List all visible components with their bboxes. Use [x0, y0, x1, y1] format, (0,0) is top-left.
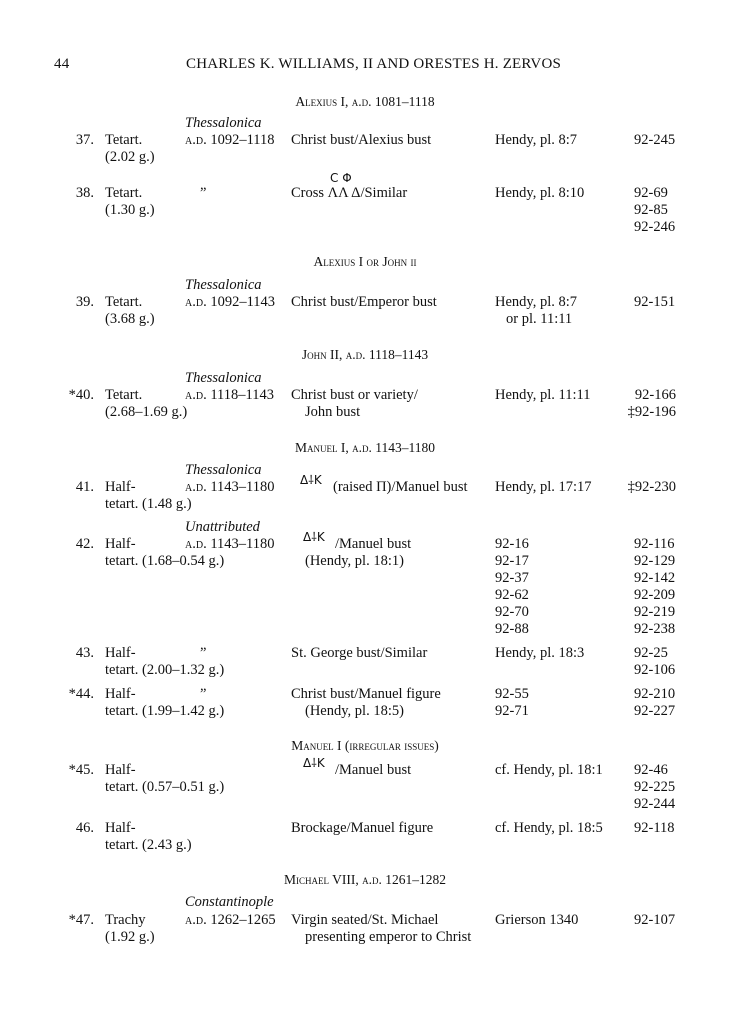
reference-list-item: 92-71 — [495, 703, 529, 719]
reference-list-item: 92-88 — [495, 621, 529, 637]
reference: cf. Hendy, pl. 18:5 — [495, 820, 603, 836]
inventory-number: 92-244 — [634, 796, 676, 812]
coin-type-continued: (Hendy, pl. 18:1) — [305, 553, 404, 569]
entry-number: *44. — [68, 686, 94, 702]
reference-list-item: 92-16 — [495, 536, 529, 552]
reference-continued: or pl. 11:11 — [506, 311, 573, 327]
inventory-number: 92-246 — [634, 219, 676, 235]
section-heading-alexius: Alexius I, a.d. 1081–1118 — [295, 94, 435, 109]
inventory-number: ‡92-196 — [627, 404, 676, 420]
denomination: Half- — [105, 536, 136, 552]
inventory-number: 92-46 — [634, 762, 668, 778]
coin-type: Christ bust/Emperor bust — [291, 294, 437, 310]
coin-type-continued: presenting emperor to Christ — [305, 929, 472, 945]
date-range: a.d. 1143–1180 — [185, 536, 275, 552]
weight: tetart. (2.43 g.) — [105, 837, 192, 853]
reference: Hendy, pl. 11:11 — [495, 387, 591, 403]
inventory-number: ‡92-230 — [627, 479, 676, 495]
entry-number: 41. — [75, 479, 94, 495]
coin-type-continued: (Hendy, pl. 18:5) — [305, 703, 404, 719]
weight: (1.92 g.) — [105, 929, 155, 945]
section-heading-manuel-irregular: Manuel I (irregular issues) — [291, 738, 439, 753]
denomination: Trachy — [105, 912, 146, 928]
entry-number: 43. — [75, 645, 94, 661]
denomination: Half- — [105, 820, 136, 836]
denomination: Half- — [105, 479, 136, 495]
monogram-icon: ᐃ⸸K — [303, 756, 325, 770]
inventory-number: 92-225 — [634, 779, 676, 795]
mint-label: Thessalonica — [185, 462, 262, 478]
coin-type: Christ bust/Alexius bust — [291, 132, 432, 148]
reference-list-item: 92-37 — [495, 570, 529, 586]
entry-number: 39. — [75, 294, 94, 310]
mint-label: Thessalonica — [185, 115, 262, 131]
inventory-number: 92-245 — [634, 132, 676, 148]
coin-type-continued: John bust — [305, 404, 361, 420]
weight: tetart. (1.68–0.54 g.) — [105, 553, 225, 569]
coin-type: /Manuel bust — [335, 762, 412, 778]
section-heading-michael: Michael VIII, a.d. 1261–1282 — [284, 872, 446, 887]
date-range: a.d. 1262–1265 — [185, 912, 276, 928]
reference: Hendy, pl. 18:3 — [495, 645, 585, 661]
weight: (3.68 g.) — [105, 311, 155, 327]
inventory-number: 92-106 — [634, 662, 676, 678]
coin-type: Christ bust/Manuel figure — [291, 686, 441, 702]
section-heading-manuel: Manuel I, a.d. 1143–1180 — [295, 440, 435, 455]
entry-number: 38. — [75, 185, 94, 201]
weight: tetart. (1.48 g.) — [105, 496, 192, 512]
inventory-number: 92-210 — [634, 686, 676, 702]
entry-number: 46. — [75, 820, 94, 836]
mint-label: Constantinople — [185, 894, 274, 910]
denomination: Tetart. — [105, 132, 143, 148]
reference: Hendy, pl. 17:17 — [495, 479, 592, 495]
date-range: a.d. 1143–1180 — [185, 479, 275, 495]
monogram-icon: ᐃ⸸K — [300, 473, 322, 487]
ditto-mark: ” — [200, 185, 207, 201]
inventory-number: 92-107 — [634, 912, 676, 928]
inventory-number: 92-25 — [634, 645, 668, 661]
weight: tetart. (2.00–1.32 g.) — [105, 662, 225, 678]
reference: Hendy, pl. 8:7 — [495, 294, 578, 310]
denomination: Half- — [105, 686, 136, 702]
inventory-number: 92-142 — [634, 570, 676, 586]
weight: tetart. (0.57–0.51 g.) — [105, 779, 225, 795]
reference-list-item: 92-55 — [495, 686, 529, 702]
reference-list-item: 92-70 — [495, 604, 529, 620]
date-range: a.d. 1118–1143 — [185, 387, 274, 403]
denomination: Tetart. — [105, 294, 143, 310]
reference: Grierson 1340 — [495, 912, 579, 928]
reference: Hendy, pl. 8:7 — [495, 132, 578, 148]
date-range: a.d. 1092–1118 — [185, 132, 275, 148]
inventory-number: 92-118 — [634, 820, 675, 836]
coin-type: Cross ΛΛ Δ/Similar — [291, 185, 408, 201]
mint-label: Thessalonica — [185, 277, 262, 293]
running-head: CHARLES K. WILLIAMS, II AND ORESTES H. ZERVOS — [186, 56, 562, 72]
coin-type: (raised Π)/Manuel bust — [333, 479, 468, 495]
coin-type: /Manuel bust — [335, 536, 412, 552]
reference-list-item: 92-62 — [495, 587, 529, 603]
coin-type: Christ bust or variety/ — [291, 387, 418, 403]
inventory-number: 92-238 — [634, 621, 676, 637]
coin-inscription-top: C Φ — [330, 171, 352, 185]
reference: cf. Hendy, pl. 18:1 — [495, 762, 603, 778]
coin-type: St. George bust/Similar — [291, 645, 428, 661]
inventory-number: 92-227 — [634, 703, 676, 719]
ditto-mark: ” — [200, 645, 207, 661]
denomination: Tetart. — [105, 387, 143, 403]
coin-type: Virgin seated/St. Michael — [291, 912, 439, 928]
coin-type: Brockage/Manuel figure — [291, 820, 434, 836]
reference-list-item: 92-17 — [495, 553, 529, 569]
denomination: Half- — [105, 762, 136, 778]
weight: tetart. (1.99–1.42 g.) — [105, 703, 225, 719]
mint-label: Thessalonica — [185, 370, 262, 386]
weight: (2.68–1.69 g.) — [105, 404, 188, 420]
denomination: Tetart. — [105, 185, 143, 201]
entry-number: 42. — [75, 536, 94, 552]
mint-label: Unattributed — [185, 519, 260, 535]
page-number: 44 — [54, 56, 70, 72]
inventory-number: 92-69 — [634, 185, 668, 201]
inventory-number: 92-209 — [634, 587, 676, 603]
entry-number: *40. — [68, 387, 94, 403]
denomination: Half- — [105, 645, 136, 661]
entry-number: 37. — [75, 132, 94, 148]
inventory-number: 92-129 — [634, 553, 676, 569]
entry-number: *45. — [68, 762, 94, 778]
weight: (1.30 g.) — [105, 202, 155, 218]
section-heading-alexius-or-john: Alexius I or John ii — [313, 254, 417, 269]
entry-number: *47. — [68, 912, 94, 928]
inventory-number: 92-166 — [634, 387, 676, 403]
weight: (2.02 g.) — [105, 149, 155, 165]
reference: Hendy, pl. 8:10 — [495, 185, 585, 201]
inventory-number: 92-219 — [634, 604, 676, 620]
monogram-icon: ᐃ⸸K — [303, 530, 325, 544]
inventory-number: 92-151 — [634, 294, 676, 310]
section-heading-john: John II, a.d. 1118–1143 — [301, 347, 429, 362]
inventory-number: 92-85 — [634, 202, 668, 218]
inventory-number: 92-116 — [634, 536, 675, 552]
date-range: a.d. 1092–1143 — [185, 294, 276, 310]
ditto-mark: ” — [200, 686, 207, 702]
